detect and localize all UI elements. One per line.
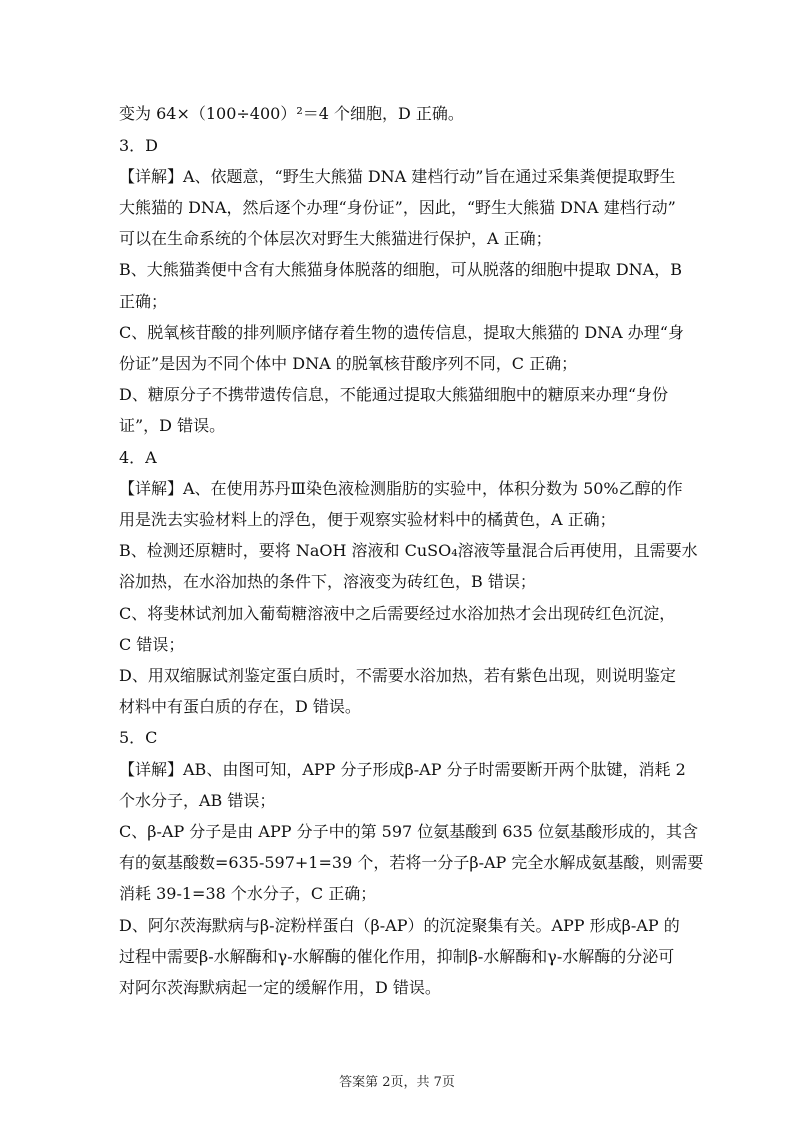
text-line: 变为 64×（100÷400）²＝4 个细胞，D 正确。 (119, 104, 464, 123)
text-line: 消耗 39-1=38 个水分子，C 正确； (119, 884, 377, 903)
text-line: 证”，D 错误。 (119, 416, 226, 435)
text-line: 【详解】A、在使用苏丹Ⅲ染色液检测脂肪的实验中，体积分数为 50%乙醇的作 (119, 479, 683, 498)
text-line: 正确； (119, 292, 168, 311)
text-line: D、糖原分子不携带遗传信息，不能通过提取大熊猫细胞中的糖原来办理“身份 (119, 385, 669, 404)
text-line: D、用双缩脲试剂鉴定蛋白质时，不需要水浴加热，若有紫色出现，则说明鉴定 (119, 666, 676, 685)
text-line: 材料中有蛋白质的存在，D 错误。 (119, 697, 361, 716)
text-line: 份证”是因为不同个体中 DNA 的脱氧核苷酸序列不同，C 正确； (119, 354, 578, 373)
text-line: 【详解】A、依题意，“野生大熊猫 DNA 建档行动”旨在通过采集粪便提取野生 (119, 167, 676, 186)
text-line: 过程中需要β-水解酶和γ-水解酶的催化作用，抑制β-水解酶和γ-水解酶的分泌可 (119, 947, 675, 966)
text-line: C 错误； (119, 635, 185, 654)
text-line: 用是洗去实验材料上的浮色，便于观察实验材料中的橘黄色，A 正确； (119, 510, 616, 529)
text-line: 浴加热，在水浴加热的条件下，溶液变为砖红色，B 错误； (119, 572, 536, 591)
page-footer: 答案第 2页，共 7页 (339, 1075, 455, 1090)
text-line: D、阿尔茨海默病与β-淀粉样蛋白（β-AP）的沉淀聚集有关。APP 形成β-AP 的 (119, 916, 680, 935)
text-line: B、大熊猫粪便中含有大熊猫身体脱落的细胞，可从脱落的细胞中提取 DNA，B (119, 260, 682, 279)
text-line: C、脱氧核苷酸的排列顺序储存着生物的遗传信息，提取大熊猫的 DNA 办理“身 (119, 323, 684, 342)
question-number: 3．D (119, 136, 159, 155)
text-line: 【详解】AB、由图可知，APP 分子形成β-AP 分子时需要断开两个肽键，消耗 2 (119, 760, 686, 779)
question-number: 4．A (119, 448, 157, 467)
text-line: 有的氨基酸数=635-597+1=39 个，若将一分子β-AP 完全水解成氨基酸，则需要 (119, 853, 704, 872)
text-line: 可以在生命系统的个体层次对野生大熊猫进行保护，A 正确； (119, 229, 552, 248)
text-line: B、检测还原糖时，要将 NaOH 溶液和 CuSO₄溶液等量混合后再使用，且需要水 (119, 541, 698, 560)
text-line: 对阿尔茨海默病起一定的缓解作用，D 错误。 (119, 978, 441, 997)
question-number: 5．C (119, 728, 158, 747)
text-line: 大熊猫的 DNA，然后逐个办理“身份证”，因此，“野生大熊猫 DNA 建档行动” (119, 198, 676, 217)
text-line: 个水分子，AB 错误； (119, 791, 276, 810)
text-line: C、β-AP 分子是由 APP 分子中的第 597 位氨基酸到 635 位氨基酸形成的，其含 (119, 822, 698, 841)
text-line: C、将斐林试剂加入葡萄糖溶液中之后需要经过水浴加热才会出现砖红色沉淀， (119, 604, 676, 623)
